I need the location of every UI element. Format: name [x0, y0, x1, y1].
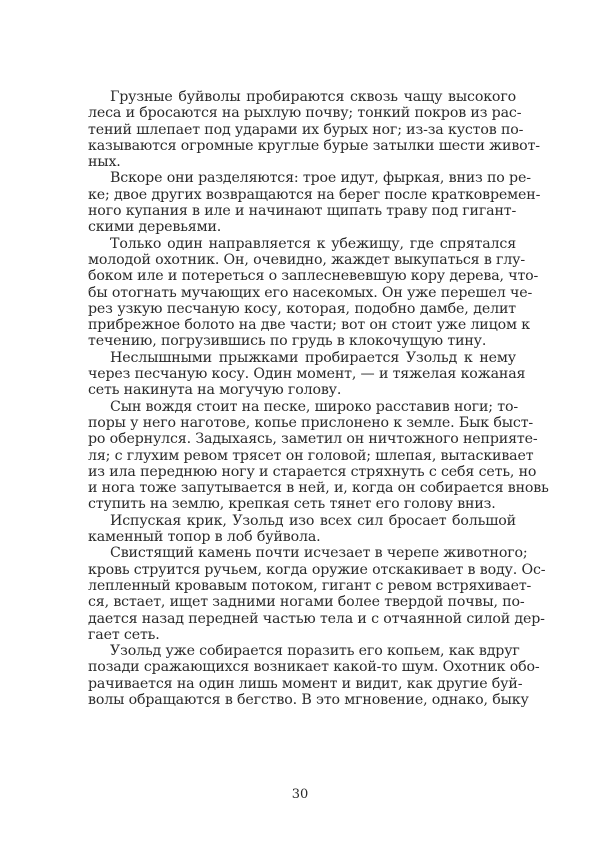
text-line: Свистящий камень почти исчезает в черепе животного; [110, 545, 528, 562]
paragraph [88, 643, 540, 708]
text-line: Узольд уже собирается поразить его копьем, как вдруг [110, 643, 520, 660]
text-line: лепленный кровавым потоком, гигант с ревом встряхивает- [88, 577, 532, 594]
text-line: тений шлепает под ударами их бурых ног; из-за кустов по- [88, 121, 524, 138]
text-line: ных. [88, 154, 121, 171]
text-line: ля; с глухим ревом трясет он головой; шлепая, вытаскивает [88, 447, 534, 464]
text-line: кровь струится ручьем, когда оружие отскакивает в воду. Ос- [88, 561, 546, 578]
text-line: леса и бросаются на рыхлую почву; тонкий покров из рас- [88, 105, 522, 122]
text-line: молодой охотник. Он, очевидно, жаждет выкупаться в глу- [88, 251, 526, 268]
paragraph [88, 170, 541, 236]
text-line: Испуская крик, Узольд изо всех сил бросает большой [110, 512, 516, 529]
text-line: через песчаную косу. Один момент, — и тяжелая кожаная [88, 366, 526, 383]
paragraph [88, 513, 516, 546]
text-line: бы отогнать мучающих его насекомых. Он уже перешел че- [88, 284, 533, 301]
text-line: рачивается на один лишь момент и видит, как другие буй- [88, 675, 523, 692]
text-line: и нога тоже запутывается в ней, и, когда он собирается вновь [88, 480, 549, 497]
text-line: Сын вождя стоит на песке, широко расставив ноги; то- [110, 398, 518, 415]
text-line: позади сражающихся возникает какой-то шум. Охотник обо- [88, 659, 540, 676]
text-line: Грузные буйволы пробираются сквозь чащу высокого [110, 89, 516, 105]
text-line: ступить на землю, крепкая сеть тянет его голову вниз. [88, 496, 496, 513]
text-line: из ила переднюю ногу и старается стряхнуть с себя сеть, но [88, 463, 537, 480]
text-line: ся, встает, ищет задними ногами более твердой почвы, по- [88, 594, 525, 611]
text-line: казываются огромные круглые бурые затылки шести живот- [88, 137, 540, 154]
text-line: ного купания в иле и начинают щипать траву под гигант- [88, 203, 517, 220]
text-line: сеть накинута на могучую голову. [88, 382, 342, 399]
text-line: гает сеть. [88, 626, 160, 643]
paragraph [88, 349, 526, 399]
text-line: волы обращаются в бегство. В это мгновение, однако, быку [88, 691, 529, 708]
paragraph [88, 545, 546, 643]
text-line: скими деревьями. [88, 219, 222, 236]
text-line: ро обернулся. Задыхаясь, заметил он ничтожного неприяте- [88, 431, 538, 448]
paragraph [88, 398, 549, 513]
text-line: поры у него наготове, копье прислонено к земле. Бык быст- [88, 414, 534, 431]
paragraph [88, 235, 539, 350]
text-line: рез узкую песчаную косу, которая, подобно дамбе, делит [88, 300, 516, 317]
page-number: 30 [291, 787, 309, 802]
body-text [88, 89, 549, 708]
text-line: каменный топор в лоб буйвола. [88, 529, 321, 546]
text-line: дается назад передней частью тела и с отчаянной силой дер- [88, 610, 545, 627]
text-line: Только один направляется к убежищу, где спрятался [110, 235, 516, 252]
text-line: Неслышными прыжками пробирается Узольд к нему [110, 349, 516, 366]
text-line: течению, погрузившись по грудь в клокочущую тину. [88, 333, 487, 350]
text-line: ке; двое других возвращаются на берег после кратковремен- [88, 186, 541, 203]
paragraph [88, 89, 540, 171]
text-line: Вскоре они разделяются: трое идут, фыркая, вниз по ре- [110, 170, 531, 187]
text-line: боком иле и потереться о заплесневевшую кору дерева, что- [88, 268, 539, 285]
text-line: прибрежное болото на две части; вот он стоит уже лицом к [88, 317, 530, 334]
